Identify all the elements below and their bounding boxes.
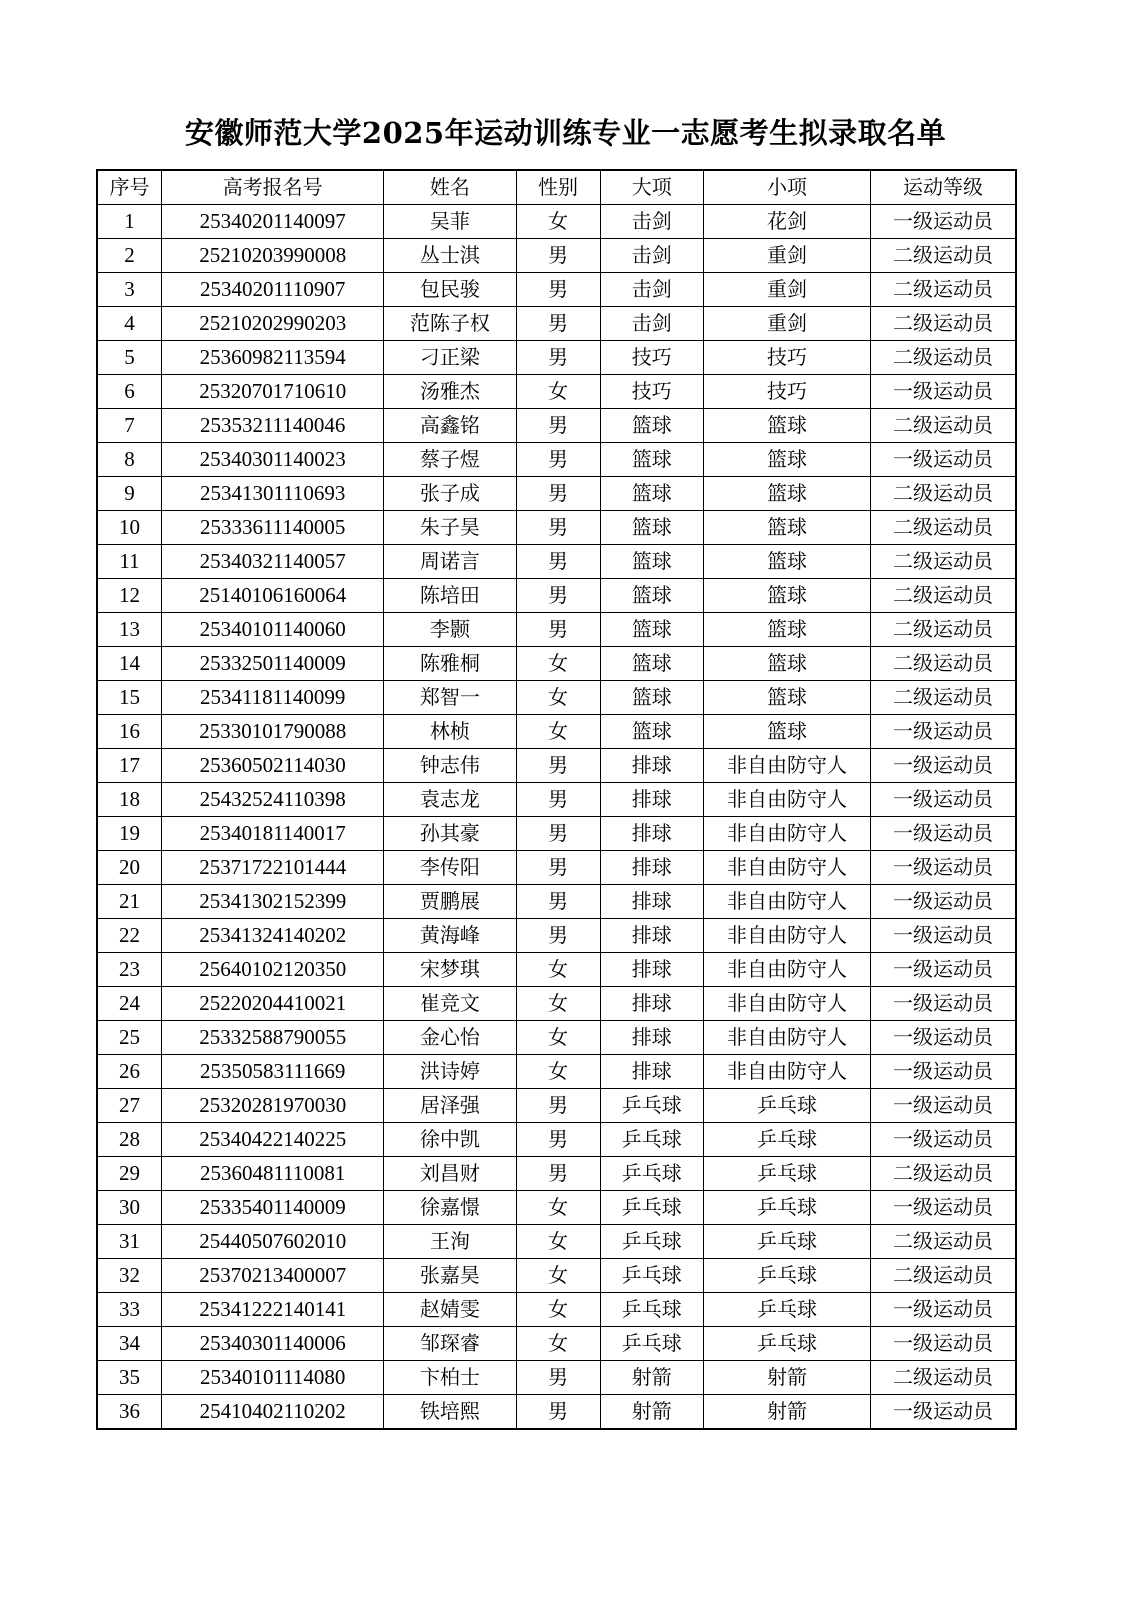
table-row: [97, 1395, 1016, 1430]
cell-athlete-level: 一级运动员: [870, 987, 1016, 1021]
cell-athlete-level: 一级运动员: [870, 953, 1016, 987]
cell-sport: 篮球: [600, 579, 703, 613]
cell-seq: 36: [97, 1395, 162, 1430]
cell-seq: 16: [97, 715, 162, 749]
cell-seq: 30: [97, 1191, 162, 1225]
cell-gender: 男: [516, 443, 600, 477]
cell-athlete-level: 一级运动员: [870, 885, 1016, 919]
cell-athlete-level: 一级运动员: [870, 1191, 1016, 1225]
cell-name: 金心怡: [384, 1021, 516, 1055]
cell-seq: 18: [97, 783, 162, 817]
cell-event: 非自由防守人: [703, 919, 870, 953]
cell-exam-number: 25210202990203: [162, 307, 384, 341]
cell-name: 林桢: [384, 715, 516, 749]
cell-gender: 男: [516, 1361, 600, 1395]
table-row: [97, 817, 1016, 851]
cell-seq: 15: [97, 681, 162, 715]
cell-event: 非自由防守人: [703, 953, 870, 987]
cell-exam-number: 25350583111669: [162, 1055, 384, 1089]
cell-event: 篮球: [703, 511, 870, 545]
cell-sport: 排球: [600, 817, 703, 851]
cell-seq: 6: [97, 375, 162, 409]
cell-seq: 23: [97, 953, 162, 987]
cell-sport: 排球: [600, 1055, 703, 1089]
cell-gender: 男: [516, 1089, 600, 1123]
table-row: [97, 919, 1016, 953]
cell-athlete-level: 一级运动员: [870, 205, 1016, 239]
cell-exam-number: 25332501140009: [162, 647, 384, 681]
cell-event: 乒乓球: [703, 1327, 870, 1361]
cell-sport: 击剑: [600, 273, 703, 307]
cell-seq: 20: [97, 851, 162, 885]
cell-name: 贾鹏展: [384, 885, 516, 919]
cell-seq: 34: [97, 1327, 162, 1361]
cell-sport: 篮球: [600, 545, 703, 579]
cell-name: 刘昌财: [384, 1157, 516, 1191]
cell-name: 黄海峰: [384, 919, 516, 953]
cell-event: 乒乓球: [703, 1123, 870, 1157]
cell-exam-number: 25640102120350: [162, 953, 384, 987]
cell-sport: 乒乓球: [600, 1157, 703, 1191]
cell-athlete-level: 一级运动员: [870, 851, 1016, 885]
cell-gender: 女: [516, 1327, 600, 1361]
cell-event: 篮球: [703, 613, 870, 647]
cell-sport: 篮球: [600, 511, 703, 545]
cell-gender: 男: [516, 341, 600, 375]
cell-name: 汤雅杰: [384, 375, 516, 409]
cell-event: 非自由防守人: [703, 1055, 870, 1089]
cell-exam-number: 25340101140060: [162, 613, 384, 647]
cell-sport: 击剑: [600, 205, 703, 239]
cell-gender: 男: [516, 273, 600, 307]
cell-event: 非自由防守人: [703, 749, 870, 783]
table-row: [97, 375, 1016, 409]
cell-seq: 2: [97, 239, 162, 273]
col-header-gender: 性别: [516, 170, 600, 205]
cell-athlete-level: 一级运动员: [870, 443, 1016, 477]
table-body: [97, 205, 1016, 1430]
cell-sport: 排球: [600, 783, 703, 817]
cell-sport: 射箭: [600, 1395, 703, 1430]
cell-name: 陈培田: [384, 579, 516, 613]
cell-gender: 女: [516, 987, 600, 1021]
cell-seq: 7: [97, 409, 162, 443]
cell-event: 乒乓球: [703, 1089, 870, 1123]
cell-name: 郑智一: [384, 681, 516, 715]
table-row: [97, 613, 1016, 647]
cell-gender: 男: [516, 885, 600, 919]
table-row: [97, 1089, 1016, 1123]
cell-exam-number: 25370213400007: [162, 1259, 384, 1293]
cell-event: 乒乓球: [703, 1259, 870, 1293]
cell-exam-number: 25340101114080: [162, 1361, 384, 1395]
cell-gender: 女: [516, 205, 600, 239]
cell-gender: 男: [516, 239, 600, 273]
cell-gender: 男: [516, 851, 600, 885]
cell-sport: 击剑: [600, 239, 703, 273]
cell-sport: 乒乓球: [600, 1123, 703, 1157]
table-row: [97, 647, 1016, 681]
cell-athlete-level: 二级运动员: [870, 545, 1016, 579]
cell-gender: 男: [516, 477, 600, 511]
page-title: 安徽师范大学2025年运动训练专业一志愿考生拟录取名单: [184, 116, 947, 150]
cell-athlete-level: 二级运动员: [870, 647, 1016, 681]
cell-sport: 排球: [600, 953, 703, 987]
cell-gender: 女: [516, 1225, 600, 1259]
cell-name: 居泽强: [384, 1089, 516, 1123]
cell-gender: 男: [516, 919, 600, 953]
cell-seq: 32: [97, 1259, 162, 1293]
cell-athlete-level: 一级运动员: [870, 1021, 1016, 1055]
cell-seq: 10: [97, 511, 162, 545]
cell-exam-number: 25341181140099: [162, 681, 384, 715]
cell-exam-number: 25360502114030: [162, 749, 384, 783]
table-row: [97, 1191, 1016, 1225]
table-row: [97, 1259, 1016, 1293]
cell-sport: 技巧: [600, 341, 703, 375]
cell-seq: 29: [97, 1157, 162, 1191]
cell-event: 花剑: [703, 205, 870, 239]
cell-event: 篮球: [703, 647, 870, 681]
table-row: [97, 511, 1016, 545]
cell-name: 范陈子权: [384, 307, 516, 341]
cell-athlete-level: 一级运动员: [870, 1089, 1016, 1123]
cell-event: 射箭: [703, 1361, 870, 1395]
cell-gender: 女: [516, 681, 600, 715]
cell-gender: 女: [516, 1191, 600, 1225]
cell-exam-number: 25340422140225: [162, 1123, 384, 1157]
cell-exam-number: 25340301140006: [162, 1327, 384, 1361]
cell-name: 洪诗婷: [384, 1055, 516, 1089]
cell-seq: 35: [97, 1361, 162, 1395]
cell-gender: 女: [516, 1293, 600, 1327]
cell-athlete-level: 一级运动员: [870, 1293, 1016, 1327]
cell-athlete-level: 一级运动员: [870, 919, 1016, 953]
cell-name: 徐嘉憬: [384, 1191, 516, 1225]
cell-sport: 乒乓球: [600, 1327, 703, 1361]
table-row: [97, 1225, 1016, 1259]
table-row: [97, 953, 1016, 987]
cell-name: 袁志龙: [384, 783, 516, 817]
cell-name: 丛士淇: [384, 239, 516, 273]
cell-exam-number: 25353211140046: [162, 409, 384, 443]
cell-exam-number: 25341301110693: [162, 477, 384, 511]
cell-sport: 排球: [600, 851, 703, 885]
cell-exam-number: 25340201140097: [162, 205, 384, 239]
cell-name: 钟志伟: [384, 749, 516, 783]
col-header-athlete-level: 运动等级: [870, 170, 1016, 205]
cell-sport: 篮球: [600, 613, 703, 647]
cell-gender: 男: [516, 579, 600, 613]
table-row: [97, 1123, 1016, 1157]
cell-event: 乒乓球: [703, 1293, 870, 1327]
cell-seq: 1: [97, 205, 162, 239]
cell-athlete-level: 一级运动员: [870, 1395, 1016, 1430]
cell-sport: 乒乓球: [600, 1225, 703, 1259]
cell-event: 篮球: [703, 409, 870, 443]
cell-gender: 女: [516, 715, 600, 749]
cell-gender: 男: [516, 545, 600, 579]
cell-gender: 男: [516, 511, 600, 545]
table-row: [97, 579, 1016, 613]
cell-sport: 排球: [600, 1021, 703, 1055]
cell-event: 非自由防守人: [703, 783, 870, 817]
cell-seq: 14: [97, 647, 162, 681]
cell-sport: 射箭: [600, 1361, 703, 1395]
cell-sport: 技巧: [600, 375, 703, 409]
cell-event: 篮球: [703, 443, 870, 477]
cell-exam-number: 25340201110907: [162, 273, 384, 307]
table-header-row: [97, 170, 1016, 205]
table-row: [97, 341, 1016, 375]
cell-seq: 8: [97, 443, 162, 477]
table-row: [97, 681, 1016, 715]
table-row: [97, 443, 1016, 477]
table-row: [97, 987, 1016, 1021]
cell-name: 赵婧雯: [384, 1293, 516, 1327]
cell-exam-number: 25140106160064: [162, 579, 384, 613]
cell-gender: 女: [516, 1055, 600, 1089]
cell-event: 重剑: [703, 239, 870, 273]
cell-exam-number: 25432524110398: [162, 783, 384, 817]
cell-gender: 女: [516, 1021, 600, 1055]
cell-name: 陈雅桐: [384, 647, 516, 681]
table-row: [97, 1361, 1016, 1395]
cell-sport: 排球: [600, 749, 703, 783]
cell-event: 篮球: [703, 715, 870, 749]
cell-name: 徐中凯: [384, 1123, 516, 1157]
table-row: [97, 783, 1016, 817]
cell-event: 非自由防守人: [703, 885, 870, 919]
cell-name: 卞柏士: [384, 1361, 516, 1395]
cell-gender: 男: [516, 783, 600, 817]
cell-event: 技巧: [703, 341, 870, 375]
cell-exam-number: 25341324140202: [162, 919, 384, 953]
cell-exam-number: 25340181140017: [162, 817, 384, 851]
cell-sport: 乒乓球: [600, 1089, 703, 1123]
cell-athlete-level: 二级运动员: [870, 579, 1016, 613]
cell-name: 铁培熙: [384, 1395, 516, 1430]
cell-event: 乒乓球: [703, 1225, 870, 1259]
cell-name: 高鑫铭: [384, 409, 516, 443]
cell-athlete-level: 二级运动员: [870, 613, 1016, 647]
cell-exam-number: 25440507602010: [162, 1225, 384, 1259]
table-row: [97, 851, 1016, 885]
cell-seq: 19: [97, 817, 162, 851]
cell-sport: 击剑: [600, 307, 703, 341]
cell-sport: 篮球: [600, 409, 703, 443]
cell-event: 乒乓球: [703, 1191, 870, 1225]
cell-athlete-level: 一级运动员: [870, 1327, 1016, 1361]
table-row: [97, 205, 1016, 239]
cell-event: 篮球: [703, 477, 870, 511]
cell-seq: 31: [97, 1225, 162, 1259]
cell-name: 宋梦琪: [384, 953, 516, 987]
cell-gender: 男: [516, 1123, 600, 1157]
cell-sport: 排球: [600, 919, 703, 953]
table-row: [97, 1327, 1016, 1361]
cell-name: 李传阳: [384, 851, 516, 885]
cell-event: 重剑: [703, 273, 870, 307]
cell-sport: 篮球: [600, 443, 703, 477]
cell-exam-number: 25320281970030: [162, 1089, 384, 1123]
cell-sport: 篮球: [600, 715, 703, 749]
cell-seq: 22: [97, 919, 162, 953]
cell-exam-number: 25332588790055: [162, 1021, 384, 1055]
table-row: [97, 239, 1016, 273]
cell-name: 李颢: [384, 613, 516, 647]
col-header-sport: 大项: [600, 170, 703, 205]
cell-exam-number: 25340301140023: [162, 443, 384, 477]
table-row: [97, 273, 1016, 307]
cell-athlete-level: 二级运动员: [870, 239, 1016, 273]
cell-event: 非自由防守人: [703, 817, 870, 851]
cell-name: 吴菲: [384, 205, 516, 239]
cell-seq: 3: [97, 273, 162, 307]
cell-gender: 男: [516, 409, 600, 443]
cell-seq: 24: [97, 987, 162, 1021]
cell-athlete-level: 一级运动员: [870, 1123, 1016, 1157]
cell-name: 孙其豪: [384, 817, 516, 851]
cell-athlete-level: 二级运动员: [870, 307, 1016, 341]
cell-gender: 男: [516, 307, 600, 341]
col-header-event: 小项: [703, 170, 870, 205]
cell-exam-number: 25341222140141: [162, 1293, 384, 1327]
cell-event: 篮球: [703, 681, 870, 715]
cell-gender: 女: [516, 953, 600, 987]
cell-name: 包民骏: [384, 273, 516, 307]
cell-gender: 男: [516, 1157, 600, 1191]
cell-name: 王洵: [384, 1225, 516, 1259]
table-row: [97, 1055, 1016, 1089]
cell-name: 崔竞文: [384, 987, 516, 1021]
cell-seq: 28: [97, 1123, 162, 1157]
cell-sport: 乒乓球: [600, 1259, 703, 1293]
cell-name: 刁正梁: [384, 341, 516, 375]
cell-sport: 排球: [600, 885, 703, 919]
cell-exam-number: 25220204410021: [162, 987, 384, 1021]
cell-athlete-level: 一级运动员: [870, 817, 1016, 851]
cell-athlete-level: 二级运动员: [870, 341, 1016, 375]
cell-exam-number: 25333611140005: [162, 511, 384, 545]
cell-event: 射箭: [703, 1395, 870, 1430]
cell-gender: 女: [516, 375, 600, 409]
cell-athlete-level: 二级运动员: [870, 1157, 1016, 1191]
cell-seq: 26: [97, 1055, 162, 1089]
cell-name: 张嘉昊: [384, 1259, 516, 1293]
cell-seq: 13: [97, 613, 162, 647]
cell-athlete-level: 一级运动员: [870, 715, 1016, 749]
table-row: [97, 715, 1016, 749]
cell-name: 邹琛睿: [384, 1327, 516, 1361]
cell-seq: 33: [97, 1293, 162, 1327]
table-row: [97, 477, 1016, 511]
cell-event: 篮球: [703, 545, 870, 579]
cell-athlete-level: 二级运动员: [870, 477, 1016, 511]
cell-seq: 9: [97, 477, 162, 511]
cell-gender: 男: [516, 817, 600, 851]
cell-exam-number: 25330101790088: [162, 715, 384, 749]
cell-athlete-level: 二级运动员: [870, 273, 1016, 307]
cell-exam-number: 25340321140057: [162, 545, 384, 579]
cell-gender: 女: [516, 647, 600, 681]
cell-athlete-level: 二级运动员: [870, 1225, 1016, 1259]
cell-athlete-level: 二级运动员: [870, 1361, 1016, 1395]
cell-athlete-level: 二级运动员: [870, 1259, 1016, 1293]
cell-seq: 5: [97, 341, 162, 375]
cell-sport: 篮球: [600, 647, 703, 681]
cell-sport: 乒乓球: [600, 1191, 703, 1225]
cell-gender: 男: [516, 1395, 600, 1430]
cell-seq: 21: [97, 885, 162, 919]
cell-exam-number: 25371722101444: [162, 851, 384, 885]
table-row: [97, 1157, 1016, 1191]
cell-event: 非自由防守人: [703, 1021, 870, 1055]
cell-exam-number: 25210203990008: [162, 239, 384, 273]
cell-name: 张子成: [384, 477, 516, 511]
cell-athlete-level: 二级运动员: [870, 409, 1016, 443]
table-row: [97, 1021, 1016, 1055]
cell-sport: 篮球: [600, 681, 703, 715]
cell-gender: 男: [516, 613, 600, 647]
col-header-name: 姓名: [384, 170, 516, 205]
cell-event: 非自由防守人: [703, 851, 870, 885]
cell-event: 重剑: [703, 307, 870, 341]
table-row: [97, 307, 1016, 341]
cell-seq: 11: [97, 545, 162, 579]
cell-exam-number: 25360481110081: [162, 1157, 384, 1191]
col-header-exam-number: 高考报名号: [162, 170, 384, 205]
col-header-seq: 序号: [97, 170, 162, 205]
cell-athlete-level: 二级运动员: [870, 681, 1016, 715]
cell-event: 技巧: [703, 375, 870, 409]
cell-athlete-level: 一级运动员: [870, 375, 1016, 409]
cell-gender: 女: [516, 1259, 600, 1293]
cell-sport: 排球: [600, 987, 703, 1021]
cell-athlete-level: 一级运动员: [870, 783, 1016, 817]
cell-event: 篮球: [703, 579, 870, 613]
admission-table: [96, 169, 1017, 1430]
cell-athlete-level: 一级运动员: [870, 749, 1016, 783]
table-row: [97, 749, 1016, 783]
table-row: [97, 545, 1016, 579]
cell-athlete-level: 二级运动员: [870, 511, 1016, 545]
cell-sport: 篮球: [600, 477, 703, 511]
cell-athlete-level: 一级运动员: [870, 1055, 1016, 1089]
cell-event: 乒乓球: [703, 1157, 870, 1191]
cell-event: 非自由防守人: [703, 987, 870, 1021]
cell-seq: 25: [97, 1021, 162, 1055]
cell-name: 周诺言: [384, 545, 516, 579]
cell-name: 蔡子煜: [384, 443, 516, 477]
table-row: [97, 1293, 1016, 1327]
table-row: [97, 409, 1016, 443]
cell-seq: 4: [97, 307, 162, 341]
cell-seq: 17: [97, 749, 162, 783]
cell-seq: 12: [97, 579, 162, 613]
cell-gender: 男: [516, 749, 600, 783]
table-row: [97, 885, 1016, 919]
cell-exam-number: 25360982113594: [162, 341, 384, 375]
cell-seq: 27: [97, 1089, 162, 1123]
cell-exam-number: 25341302152399: [162, 885, 384, 919]
cell-exam-number: 25320701710610: [162, 375, 384, 409]
cell-exam-number: 25335401140009: [162, 1191, 384, 1225]
cell-name: 朱子昊: [384, 511, 516, 545]
cell-sport: 乒乓球: [600, 1293, 703, 1327]
cell-exam-number: 25410402110202: [162, 1395, 384, 1430]
